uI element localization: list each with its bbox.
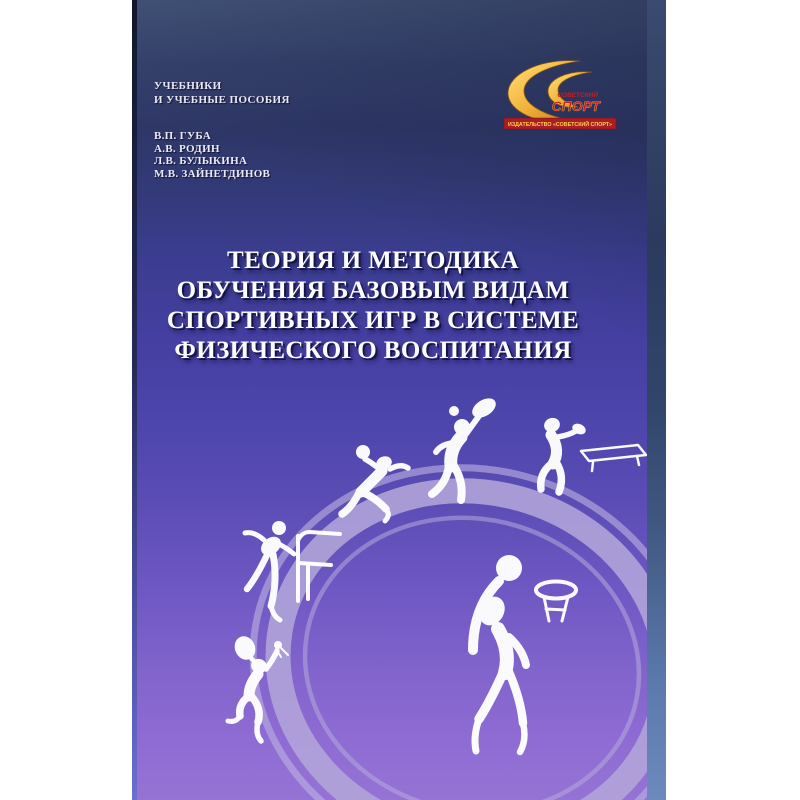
book-title-line: ФИЗИЧЕСКОГО ВОСПИТАНИЯ xyxy=(174,337,572,364)
book-title xyxy=(132,246,614,366)
series-label xyxy=(154,80,290,107)
table-tennis-player-pictogram xyxy=(541,416,646,492)
publisher-name-main: СПОРТ xyxy=(551,98,600,114)
basketball-player-pictogram xyxy=(473,555,576,752)
cover-left-edge xyxy=(132,0,137,800)
basketball-hoop-outline xyxy=(536,582,576,622)
publisher-logo xyxy=(500,58,620,132)
series-label-line: И УЧЕБНЫЕ ПОСОБИЯ xyxy=(154,93,290,106)
book-title-line: ОБУЧЕНИЯ БАЗОВЫМ ВИДАМ xyxy=(176,277,570,304)
author-name: Л.В. БУЛЫКИНА xyxy=(154,155,248,168)
publisher-banner-text: ИЗДАТЕЛЬСТВО «СОВЕТСКИЙ СПОРТ» xyxy=(508,122,610,128)
book-title-line: СПОРТИВНЫХ ИГР В СИСТЕМЕ xyxy=(166,307,580,334)
cover-right-edge xyxy=(647,0,666,800)
table-tennis-table-outline xyxy=(581,445,646,471)
authors-list xyxy=(154,130,270,180)
publisher-name-small: СОВЕТСКИЙ xyxy=(557,92,598,99)
book-cover xyxy=(132,0,666,800)
series-label-line: УЧЕБНИКИ xyxy=(154,80,222,92)
author-name: В.П. ГУБА xyxy=(154,130,211,142)
author-name: А.В. РОДИН xyxy=(154,142,220,155)
author-name: М.В. ЗАЙНЕТДИНОВ xyxy=(154,167,271,180)
book-title-line: ТЕОРИЯ И МЕТОДИКА xyxy=(227,247,519,274)
